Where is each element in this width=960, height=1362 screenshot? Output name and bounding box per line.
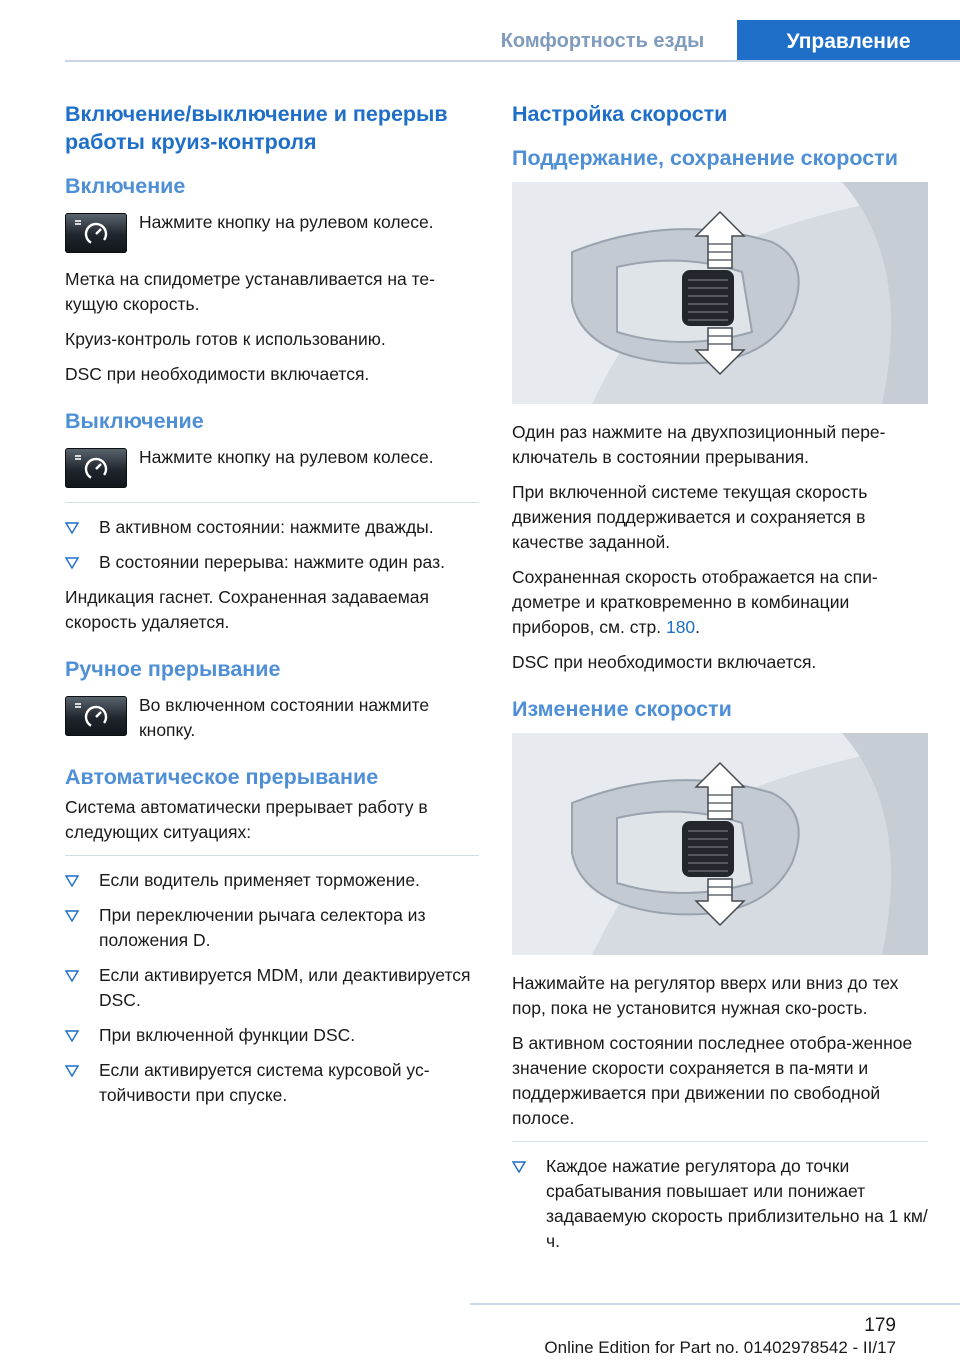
divider (65, 855, 479, 856)
header-chapter-tab[interactable]: Управление (737, 20, 960, 62)
list-item: Если активируется система курсовой ус-тойчивости при спуске. (65, 1058, 479, 1108)
button-instruction-off (65, 445, 479, 488)
paragraph: Метка на спидометре устанавливается на те-кущую скорость. (65, 269, 435, 314)
footer-edition: Online Edition for Part no. 01402978542 - II/17 (544, 1338, 896, 1357)
right-column (512, 100, 928, 1264)
paragraph: Система автоматически прерывает работу в следующих ситуациях: (65, 797, 428, 842)
bullet-list (512, 1154, 928, 1254)
paragraph: В активном состоянии последнее отобра-женное значение скорости сохраняется в па-мяти и поддерживается при движении по свободной полосе. (512, 1033, 913, 1128)
divider (512, 1141, 928, 1142)
left-column (65, 100, 479, 1118)
heading-hold-speed: Поддержание, сохранение скорости (512, 146, 898, 170)
triangle-bullet-icon (65, 1064, 79, 1078)
page-number: 179 (864, 1315, 896, 1336)
paragraph: DSC при необходимости включается. (512, 652, 817, 672)
list-item: Если активируется MDM, или деактивируется DSC. (65, 963, 479, 1013)
steering-wheel-rocker-illustration (512, 733, 928, 955)
button-instruction-text: Во включенном состоянии нажмите кнопку. (139, 695, 430, 740)
triangle-bullet-icon (65, 909, 79, 923)
button-instruction-text: Нажмите кнопку на рулевом колесе. (139, 447, 434, 467)
list-item: В активном состоянии: нажмите дважды. (65, 515, 479, 540)
triangle-bullet-icon (65, 1029, 79, 1043)
triangle-bullet-icon (65, 874, 79, 888)
footer-divider (470, 1303, 960, 1305)
list-item: В состоянии перерыва: нажмите один раз. (65, 550, 479, 575)
heading-change-speed: Изменение скорости (512, 697, 732, 721)
heading-auto-pause: Автоматическое прерывание (65, 765, 379, 789)
cruise-control-button-icon (65, 448, 127, 488)
paragraph: DSC при необходимости включается. (65, 364, 370, 384)
paragraph: Круиз-контроль готов к использованию. (65, 329, 386, 349)
bullet-list (65, 515, 479, 575)
cruise-control-button-icon (65, 696, 127, 736)
header-section-tab[interactable]: Комфортность езды (500, 30, 705, 52)
triangle-bullet-icon (512, 1160, 526, 1174)
cruise-control-button-icon (65, 213, 127, 253)
header-divider (65, 60, 960, 62)
paragraph: При включенной системе текущая скорость движения поддерживается и сохраняется в качестве заданной. (512, 482, 868, 552)
bullet-list (65, 868, 479, 1108)
button-instruction-on (65, 210, 479, 253)
page-link-180[interactable]: 180 (665, 617, 696, 637)
heading-switch-off: Выключение (65, 409, 204, 433)
button-instruction-text: Нажмите кнопку на рулевом колесе. (139, 212, 434, 232)
steering-wheel-rocker-illustration (512, 182, 928, 404)
section-title-cruise-control: Включение/выключение и перерыв работы круиз-контроля (65, 102, 448, 154)
paragraph: Сохраненная скорость отображается на спи-дометре и кратковременно в комбинации приборов, см. стр. 180. (512, 567, 878, 637)
button-instruction-manual (65, 693, 479, 743)
list-item: При переключении рычага селектора из положения D. (65, 903, 479, 953)
triangle-bullet-icon (65, 521, 79, 535)
paragraph: Один раз нажмите на двухпозиционный пере-ключатель в состоянии прерывания. (512, 422, 886, 467)
section-title-speed-setting: Настройка скорости (512, 102, 728, 126)
list-item: Каждое нажатие регулятора до точки срабатывания повышает или понижает задаваемую скорость приблизительно на 1 км/ч. (512, 1154, 928, 1254)
triangle-bullet-icon (65, 556, 79, 570)
paragraph: Индикация гаснет. Сохраненная задаваемая скорость удаляется. (65, 587, 429, 632)
triangle-bullet-icon (65, 969, 79, 983)
list-item: При включенной функции DSC. (65, 1023, 479, 1048)
paragraph: Нажимайте на регулятор вверх или вниз до тех пор, пока не установится нужная ско-рость. (512, 973, 899, 1018)
heading-manual-pause: Ручное прерывание (65, 657, 281, 681)
heading-switch-on: Включение (65, 174, 186, 198)
divider (65, 502, 479, 503)
list-item: Если водитель применяет торможение. (65, 868, 479, 893)
